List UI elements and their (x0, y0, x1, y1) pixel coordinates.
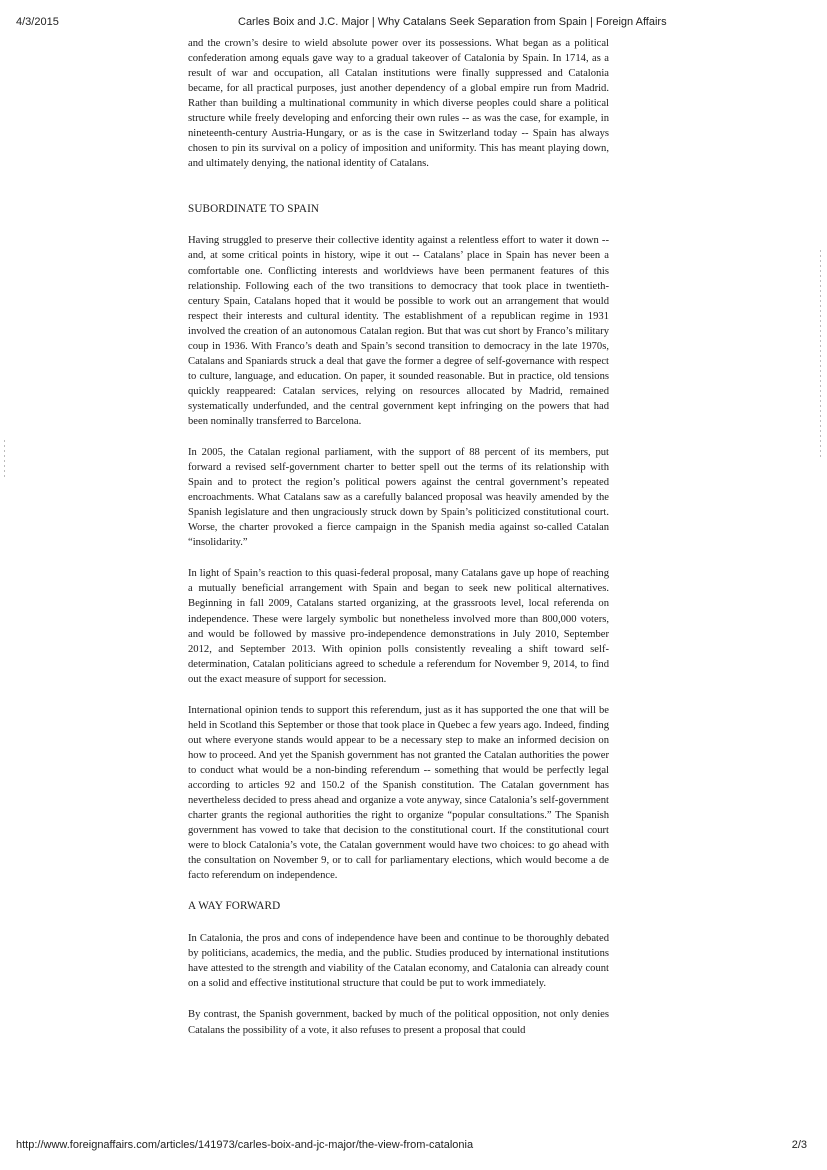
paragraph: In 2005, the Catalan regional parliament, with the support of 88 percent of its members, put forward a revised self-government charter to better spell out the terms of its relationship with Spain and to protect the region’s political powers against the central government’s repeated encroachments. What Catalans saw as a carefully balanced proposal was heavily amended by the Spanish legislature and then ungraciously struck down by Spain’s politicized constitutional court. Worse, the charter provoked a fierce campaign in the Spanish media against so-called Catalan “insolidarity.” (188, 447, 609, 549)
section-heading: A WAY FORWARD (188, 900, 281, 913)
paragraph: In light of Spain’s reaction to this quasi-federal proposal, many Catalans gave up hope of reaching a mutually beneficial arrangement with Spain and began to seek new political alternatives. Beginning in fall 2009, Catalans started organizing, at the grassroots level, local referenda on independence. These were largely symbolic but nonetheless involved more than 800,000 voters, and would be followed by massive pro-independence demonstrations in July 2010, September 2012, and September 2013. With opinion polls consistently revealing a shift toward self-determination, Catalan politicians agreed to schedule a referendum for November 9, 2014, to find out the exact measure of support for secession. (188, 568, 609, 685)
page-title: Carles Boix and J.C. Major | Why Catalans Seek Separation from Spain | Foreign Affairs (238, 16, 667, 28)
paragraph: In Catalonia, the pros and cons of independence have been and continue to be thoroughly debated by politicians, academics, the media, and the public. Studies produced by international institutions have attested to the strength and viability of the Catalan economy, and Catalonia can already count on a solid and effective institutional structure that could be put to work immediately. (188, 933, 609, 990)
paragraph: International opinion tends to support this referendum, just as it has supported the one that will be held in Scotland this September or those that took place in Quebec a few years ago. Indeed, finding out where everyone stands would appear to be a necessary step to make an informed decision on how to proceed. And yet the Spanish government has not granted the Catalan authorities the power to conduct what would be a non-binding referendum -- something that would be perfectly legal according to articles 92 and 150.2 of the Spanish constitution. The Catalan government has nevertheless decided to press ahead and organize a vote anyway, since Catalonia’s self-government charter grants the regional authorities the right to organize “popular consultations.” The Spanish government has vowed to take that decision to the constitutional court. If the constitutional court were to block Catalonia’s vote, the Catalan government would have two choices: to go ahead with the consultation on November 9, or to call for parliamentary elections, which would become a de facto referendum on independence. (188, 704, 609, 882)
source-url[interactable]: http://www.foreignaffairs.com/articles/141973/carles-boix-and-jc-major/the-view-from-catalonia (16, 1139, 474, 1151)
print-date: 4/3/2015 (16, 16, 59, 28)
section-heading: SUBORDINATE TO SPAIN (188, 203, 320, 216)
article-body (188, 36, 609, 1053)
margin-mark-left (4, 440, 5, 480)
paragraph: and the crown’s desire to wield absolute power over its possessions. What began as a political confederation among equals gave way to a gradual takeover of Catalonia by Spain. In 1714, as a result of war and occupation, all Catalan institutions were finally suppressed and Catalonia became, for all practical purposes, just another dependency of a global empire run from Madrid. Rather than building a multinational community in which diverse peoples could share a political structure while freely developing and enforcing their own rules -- as was the case, for example, in nineteenth-century Austria-Hungary, or as is the case in Switzerland today -- Spain has always chosen to pin its survival on a policy of imposition and uniformity. This has meant playing down, and ultimately denying, the national identity of Catalans. (188, 38, 609, 170)
paragraph: Having struggled to preserve their collective identity against a relentless effort to water it down -- and, at some critical points in history, wipe it out -- Catalans’ place in Spain has never been a comfortable one. Conflicting interests and worldviews have been permanent features of this relationship. Following each of the two transitions to democracy that took place in twentieth-century Spain, Catalans hoped that it would be possible to work out an arrangement that would respect their interests and cultural identity. The establishment of a republican regime in 1931 involved the creation of an autonomous Catalan region. But that was cut short by Franco’s military coup in 1936. With Franco’s death and Spain’s second transition to democracy in the late 1970s, Catalans and Spaniards struck a deal that gave the former a degree of self-governance with respect to culture, language, and education. On paper, it sounded reasonable. But in practice, old tensions quickly reappeared: Catalan services, relying on resources allocated by Madrid, remained systematically underfunded, and the central government kept infringing on the powers that had been nominally transferred to Barcelona. (188, 235, 609, 427)
paragraph: By contrast, the Spanish government, backed by much of the political opposition, not only denies Catalans the possibility of a vote, it also refuses to present a proposal that could (188, 1009, 609, 1036)
page-footer (0, 1139, 827, 1155)
page-number: 2/3 (791, 1139, 807, 1151)
margin-mark-right (820, 250, 821, 460)
page-header (0, 16, 827, 32)
